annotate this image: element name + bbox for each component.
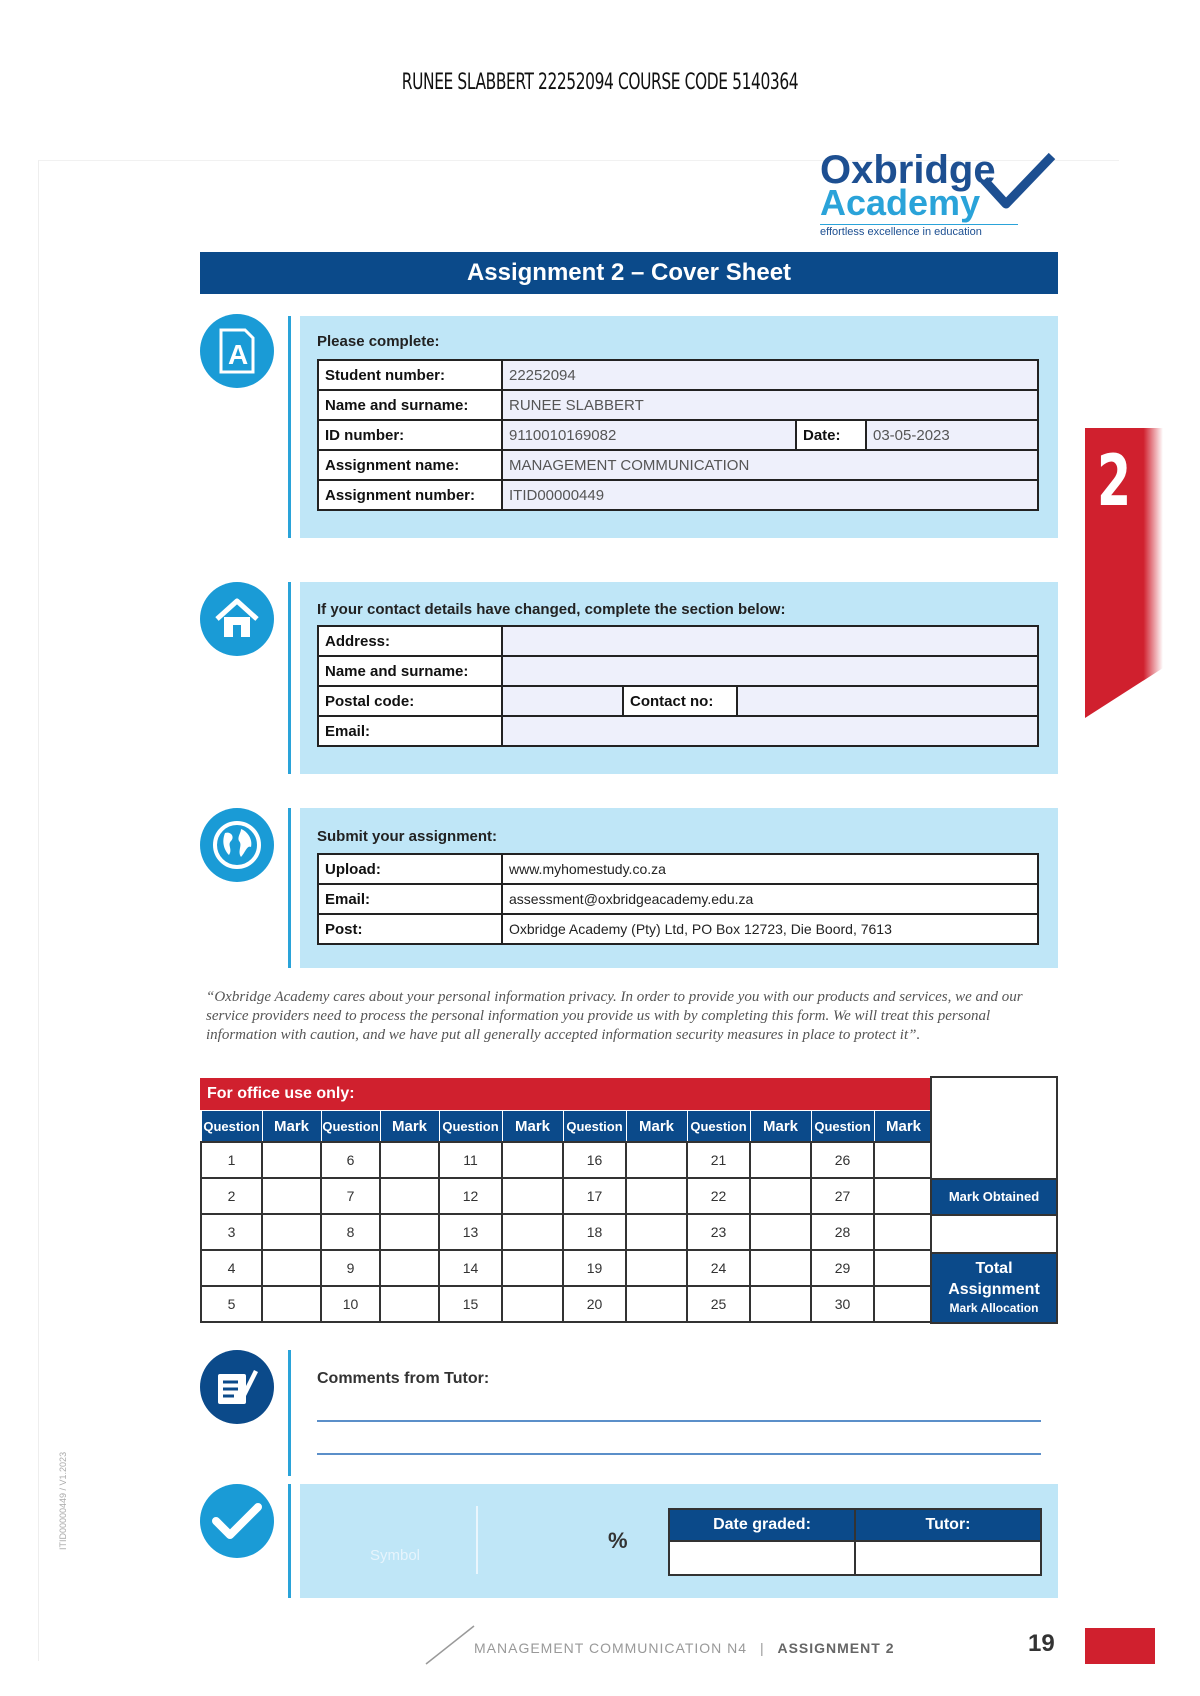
mark-cell[interactable] [750,1142,811,1178]
mark-cell[interactable] [502,1178,563,1214]
grading-rule [288,1484,291,1598]
student-number-label: Student number: [318,360,502,390]
percent-sign: % [608,1528,628,1553]
contact-name-field[interactable] [502,656,1038,686]
contact-details-table [317,625,1039,747]
comments-rule [288,1350,291,1476]
table-row [201,1142,933,1178]
question-number: 28 [811,1214,874,1250]
question-number: 25 [687,1286,750,1322]
submit-email-label: Email: [318,884,502,914]
mark-cell[interactable] [502,1286,563,1322]
section2-rule [288,582,291,774]
symbol-divider [476,1506,478,1574]
logo-check-icon [980,150,1056,212]
home-icon [200,582,274,656]
question-number: 4 [201,1250,262,1286]
section1-rule [288,316,291,538]
question-number: 13 [439,1214,502,1250]
name-surname-field[interactable]: RUNEE SLABBERT [502,390,1038,420]
question-col-header: Question [201,1111,262,1143]
question-number: 21 [687,1142,750,1178]
mark-cell[interactable] [874,1178,933,1214]
footer-separator: | [759,1640,765,1656]
total-label-3: Mark Allocation [949,1301,1039,1315]
question-number: 23 [687,1214,750,1250]
total-allocation-label [930,1252,1058,1324]
question-number: 3 [201,1214,262,1250]
question-number: 1 [201,1142,262,1178]
contact-name-label: Name and surname: [318,656,502,686]
question-number: 18 [563,1214,626,1250]
logo-tagline: effortless excellence in education [820,224,1018,238]
question-number: 5 [201,1286,262,1322]
question-number: 8 [321,1214,380,1250]
question-number: 9 [321,1250,380,1286]
mark-cell[interactable] [750,1286,811,1322]
question-number: 30 [811,1286,874,1322]
mark-cell[interactable] [874,1142,933,1178]
section3-rule [288,808,291,968]
question-number: 16 [563,1142,626,1178]
pen-paper-icon [200,1350,274,1424]
assignment-number-label: Assignment number: [318,480,502,510]
question-number: 10 [321,1286,380,1322]
office-marks-table [200,1110,934,1323]
question-number: 14 [439,1250,502,1286]
mark-cell[interactable] [262,1214,321,1250]
question-number: 29 [811,1250,874,1286]
mark-col-header: Mark [626,1111,687,1143]
mark-cell[interactable] [626,1178,687,1214]
question-number: 12 [439,1178,502,1214]
footer-slash [424,1624,476,1666]
table-row [201,1214,933,1250]
assignment-number-field[interactable]: ITID00000449 [502,480,1038,510]
tutor-label: Tutor: [854,1508,1042,1542]
total-label-2: Assignment [948,1281,1040,1298]
chapter-number: 2 [1096,440,1132,522]
date-graded-label: Date graded: [668,1508,856,1542]
question-number: 27 [811,1178,874,1214]
comment-line-2[interactable] [317,1453,1041,1455]
section2-title: If your contact details have changed, complete the section below: [317,601,786,618]
total-label-1: Total [975,1260,1013,1277]
footer-red-tab [1085,1628,1155,1664]
question-col-header: Question [563,1111,626,1143]
table-row [201,1178,933,1214]
mark-cell[interactable] [262,1178,321,1214]
logo-name-top: Oxbridge [820,148,996,192]
question-number: 7 [321,1178,380,1214]
question-number: 17 [563,1178,626,1214]
date-field[interactable]: 03-05-2023 [866,420,1038,450]
question-number: 26 [811,1142,874,1178]
comment-line-1[interactable] [317,1420,1041,1422]
assignment-name-label: Assignment name: [318,450,502,480]
mark-cell[interactable] [626,1214,687,1250]
question-number: 15 [439,1286,502,1322]
postal-code-field[interactable] [502,686,623,716]
mark-cell[interactable] [874,1286,933,1322]
mark-cell[interactable] [380,1286,439,1322]
question-number: 22 [687,1178,750,1214]
postal-code-label: Postal code: [318,686,502,716]
contact-no-field[interactable] [737,686,1038,716]
question-col-header: Question [811,1111,874,1143]
footer-course [474,1640,894,1656]
date-label: Date: [796,420,866,450]
privacy-statement: “Oxbridge Academy cares about your personal information privacy. In order to provide you with our products and services, we and our service providers need to process the personal information you provide us with by completing this form. We will treat this personal information with caution, and we have put all generally accepted information security measures in place to protect it”. [206,989,1023,1043]
question-number: 24 [687,1250,750,1286]
document-header: RUNEE SLABBERT 22252094 COURSE CODE 5140364 [401,70,799,95]
mark-col-header: Mark [380,1111,439,1143]
student-number-field[interactable]: 22252094 [502,360,1038,390]
table-row [201,1250,933,1286]
section3-title: Submit your assignment: [317,828,498,845]
mark-col-header: Mark [262,1111,321,1143]
footer-assignment: ASSIGNMENT 2 [777,1640,895,1656]
question-col-header: Question [321,1111,380,1143]
mark-cell[interactable] [380,1178,439,1214]
svg-text:A: A [228,339,249,370]
side-document-code: ITID00000449 / V1.2023 [58,1451,68,1550]
page-number: 19 [1028,1630,1055,1657]
symbol-label: Symbol [370,1547,421,1564]
id-number-label: ID number: [318,420,502,450]
mark-cell[interactable] [750,1178,811,1214]
id-number-field[interactable]: 9110010169082 [502,420,796,450]
office-use-title: For office use only: [200,1078,930,1110]
mark-obtained-label: Mark Obtained [930,1178,1058,1216]
assignment-name-field[interactable]: MANAGEMENT COMMUNICATION [502,450,1038,480]
mark-cell[interactable] [380,1142,439,1178]
document-a-icon [200,314,274,388]
mark-col-header: Mark [750,1111,811,1143]
question-number: 19 [563,1250,626,1286]
contact-no-label: Contact no: [623,686,737,716]
upload-link[interactable]: www.myhomestudy.co.za [502,854,1038,884]
contact-email-field[interactable] [502,716,1038,746]
mark-cell[interactable] [380,1250,439,1286]
mark-cell[interactable] [502,1250,563,1286]
question-number: 2 [201,1178,262,1214]
mark-cell[interactable] [262,1250,321,1286]
check-icon [200,1484,274,1558]
logo-name-bottom: Academy [820,182,981,223]
mark-cell[interactable] [262,1286,321,1322]
name-surname-label: Name and surname: [318,390,502,420]
footer-course-name: MANAGEMENT COMMUNICATION N4 [474,1640,748,1656]
comments-title: Comments from Tutor: [317,1370,490,1387]
upload-label: Upload: [318,854,502,884]
question-col-header: Question [439,1111,502,1143]
question-number: 11 [439,1142,502,1178]
submission-table [317,853,1039,945]
mark-cell[interactable] [380,1214,439,1250]
mark-cell[interactable] [502,1142,563,1178]
contact-email-label: Email: [318,716,502,746]
submit-email-link[interactable]: assessment@oxbridgeacademy.edu.za [502,884,1038,914]
mark-cell[interactable] [502,1214,563,1250]
page-title: Assignment 2 – Cover Sheet [200,252,1058,294]
mark-obtained-box[interactable] [930,1076,1058,1180]
globe-icon [200,808,274,882]
mark-cell[interactable] [750,1214,811,1250]
question-col-header: Question [687,1111,750,1143]
question-number: 20 [563,1286,626,1322]
tutor-field[interactable] [854,1540,1042,1576]
question-number: 6 [321,1142,380,1178]
table-row [201,1286,933,1322]
section1-title: Please complete: [317,333,440,350]
mark-cell[interactable] [626,1142,687,1178]
post-label: Post: [318,914,502,944]
mark-col-header: Mark [502,1111,563,1143]
mark-cell[interactable] [750,1250,811,1286]
mark-col-header: Mark [874,1111,933,1143]
student-details-table [317,359,1039,511]
address-field[interactable] [502,626,1038,656]
mark-cell[interactable] [874,1250,933,1286]
date-graded-field[interactable] [668,1540,856,1576]
mark-cell[interactable] [626,1250,687,1286]
mark-cell[interactable] [874,1214,933,1250]
post-address: Oxbridge Academy (Pty) Ltd, PO Box 12723, Die Boord, 7613 [502,914,1038,944]
total-mark-box[interactable] [930,1214,1058,1254]
mark-cell[interactable] [626,1286,687,1322]
mark-cell[interactable] [262,1142,321,1178]
address-label: Address: [318,626,502,656]
